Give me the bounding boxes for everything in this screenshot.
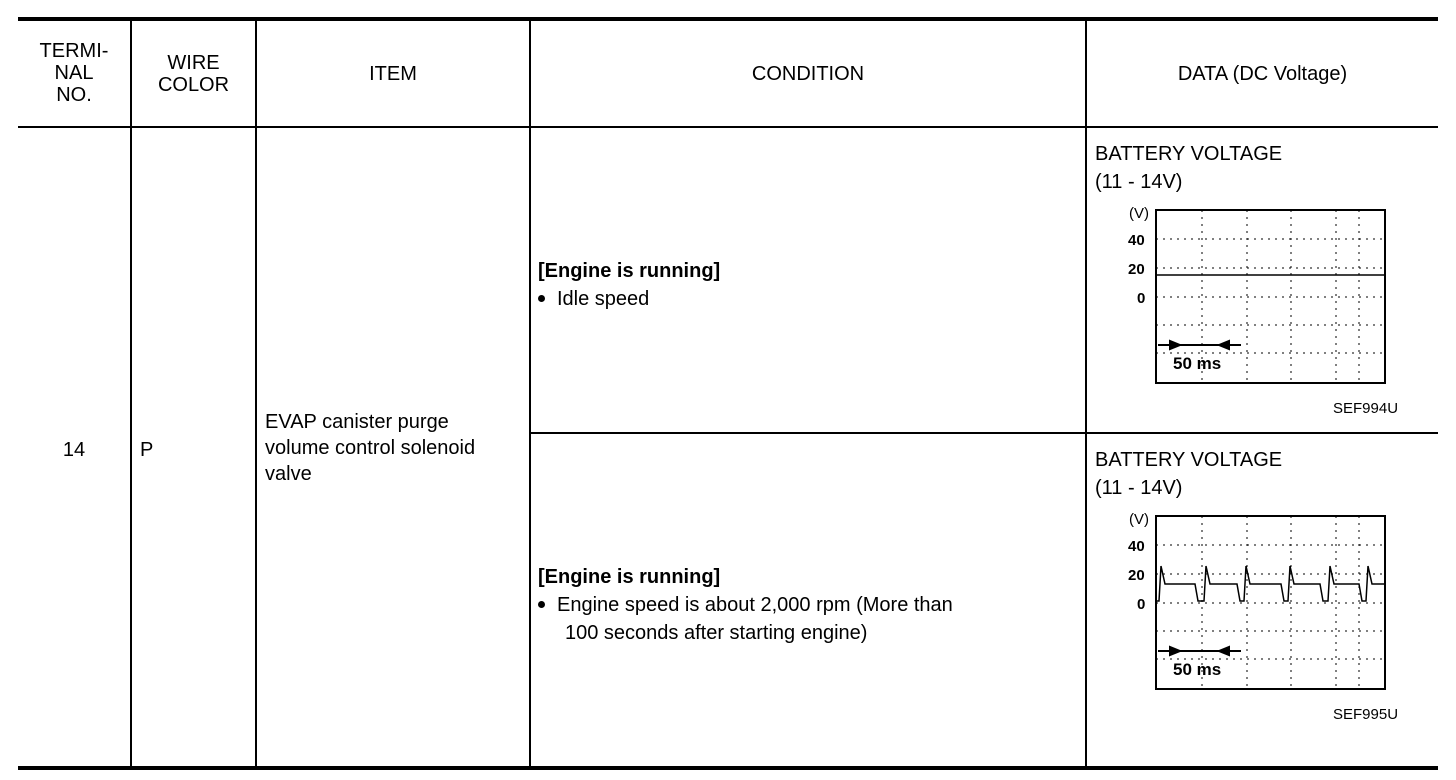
scope-1-unit: (V) bbox=[1129, 205, 1149, 222]
condition-1 bbox=[538, 257, 1078, 313]
scope-2-tick-20: 20 bbox=[1128, 567, 1145, 584]
bullet-icon bbox=[538, 601, 545, 608]
oscilloscope-1 bbox=[1095, 200, 1395, 392]
wire-color-value: P bbox=[140, 439, 154, 461]
scope-1-time-arrow bbox=[1158, 341, 1241, 349]
bullet-icon bbox=[538, 295, 545, 302]
scope-1-tick-0: 0 bbox=[1137, 290, 1146, 307]
scope-2-time-label: 50 ms bbox=[1173, 660, 1222, 679]
header-item: ITEM bbox=[369, 63, 417, 85]
oscilloscope-2 bbox=[1095, 506, 1395, 698]
col-divider-1 bbox=[130, 18, 132, 768]
figure-code-2: SEF995U bbox=[1333, 706, 1399, 723]
item-description: EVAP canister purge volume control solenoid valve bbox=[265, 411, 476, 485]
header-wire-color: WIRE COLOR bbox=[157, 52, 230, 96]
terminal-number: 14 bbox=[62, 439, 86, 461]
scope-1-tick-20: 20 bbox=[1128, 261, 1145, 278]
condition-2 bbox=[538, 563, 1078, 647]
condition-2-title: [Engine is running] bbox=[538, 566, 721, 588]
data-2-text: BATTERY VOLTAGE (11 - 14V) bbox=[1095, 449, 1283, 499]
scope-2-waveform bbox=[1156, 566, 1385, 601]
header-bottom-border bbox=[18, 126, 1438, 128]
scope-1-time-label: 50 ms bbox=[1173, 354, 1222, 373]
table-bottom-border bbox=[18, 766, 1438, 770]
header-condition: CONDITION bbox=[751, 63, 865, 85]
condition-1-bullet: Idle speed bbox=[538, 285, 1078, 313]
figure-code-1: SEF994U bbox=[1333, 400, 1399, 417]
header-terminal-no: TERMI- NAL NO. bbox=[39, 40, 109, 106]
row-divider bbox=[530, 432, 1438, 434]
condition-2-bullet-cont: 100 seconds after starting engine) bbox=[565, 622, 868, 644]
scope-2-unit: (V) bbox=[1129, 511, 1149, 528]
data-1-text: BATTERY VOLTAGE (11 - 14V) bbox=[1095, 143, 1283, 193]
col-divider-2 bbox=[255, 18, 257, 768]
condition-2-bullet: Engine speed is about 2,000 rpm (More than bbox=[538, 591, 1078, 619]
col-divider-3 bbox=[529, 18, 531, 768]
condition-1-title: [Engine is running] bbox=[538, 260, 721, 282]
table-top-border bbox=[18, 17, 1438, 21]
scope-2-tick-40: 40 bbox=[1128, 538, 1145, 555]
scope-2-tick-0: 0 bbox=[1137, 596, 1146, 613]
scope-1-tick-40: 40 bbox=[1128, 232, 1145, 249]
col-divider-4 bbox=[1085, 18, 1087, 768]
header-data: DATA (DC Voltage) bbox=[1177, 63, 1348, 85]
scope-2-time-arrow bbox=[1158, 647, 1241, 655]
